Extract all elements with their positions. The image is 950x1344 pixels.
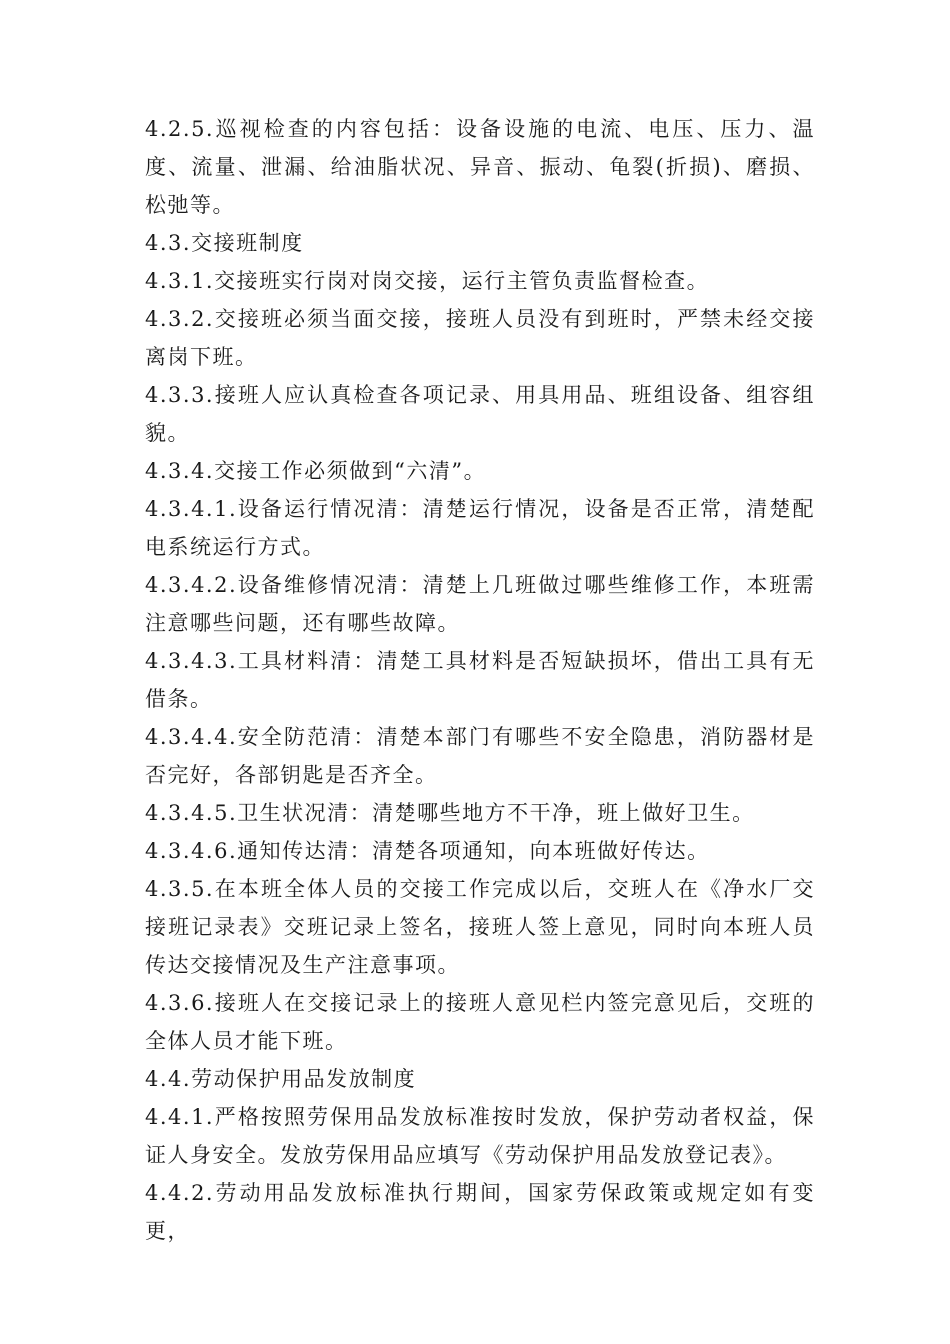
paragraph-4-3-4-3: 4.3.4.3.工具材料清：清楚工具材料是否短缺损坏，借出工具有无借条。 — [145, 649, 815, 711]
heading-4-4: 4.4.劳动保护用品发放制度 — [145, 1067, 417, 1091]
paragraph-4-4-1: 4.4.1.严格按照劳保用品发放标准按时发放，保护劳动者权益，保证人身安全。发放劳保用品应填写《劳动保护用品发放登记表》。 — [145, 1105, 815, 1167]
heading-4-3: 4.3.交接班制度 — [145, 231, 304, 255]
paragraph-4-3-4-4: 4.3.4.4.安全防范清：清楚本部门有哪些不安全隐患，消防器材是否完好，各部钥匙是否齐全。 — [145, 725, 815, 787]
paragraph-4-2-5: 4.2.5.巡视检查的内容包括：设备设施的电流、电压、压力、温度、流量、泄漏、给油脂状况、异音、振动、龟裂(折损)、磨损、松弛等。 — [145, 117, 815, 217]
paragraph-4-3-3: 4.3.3.接班人应认真检查各项记录、用具用品、班组设备、组容组貌。 — [145, 383, 815, 445]
paragraph-4-3-4-5: 4.3.4.5.卫生状况清：清楚哪些地方不干净，班上做好卫生。 — [145, 801, 755, 825]
paragraph-4-4-2: 4.4.2.劳动用品发放标准执行期间，国家劳保政策或规定如有变更， — [145, 1181, 815, 1243]
paragraph-4-3-6: 4.3.6.接班人在交接记录上的接班人意见栏内签完意见后，交班的全体人员才能下班。 — [145, 991, 815, 1053]
document-body — [145, 110, 815, 1250]
paragraph-4-3-4-2: 4.3.4.2.设备维修情况清：清楚上几班做过哪些维修工作，本班需注意哪些问题，还有哪些故障。 — [145, 573, 815, 635]
paragraph-4-3-4-1: 4.3.4.1.设备运行情况清：清楚运行情况，设备是否正常，清楚配电系统运行方式。 — [145, 497, 815, 559]
paragraph-4-3-1: 4.3.1.交接班实行岗对岗交接，运行主管负责监督检查。 — [145, 269, 710, 293]
paragraph-4-3-4-6: 4.3.4.6.通知传达清：清楚各项通知，向本班做好传达。 — [145, 839, 710, 863]
paragraph-4-3-2: 4.3.2.交接班必须当面交接，接班人员没有到班时，严禁未经交接离岗下班。 — [145, 307, 815, 369]
paragraph-4-3-5: 4.3.5.在本班全体人员的交接工作完成以后，交班人在《净水厂交接班记录表》交班记录上签名，接班人签上意见，同时向本班人员传达交接情况及生产注意事项。 — [145, 877, 815, 977]
paragraph-4-3-4: 4.3.4.交接工作必须做到“六清”。 — [145, 459, 487, 483]
